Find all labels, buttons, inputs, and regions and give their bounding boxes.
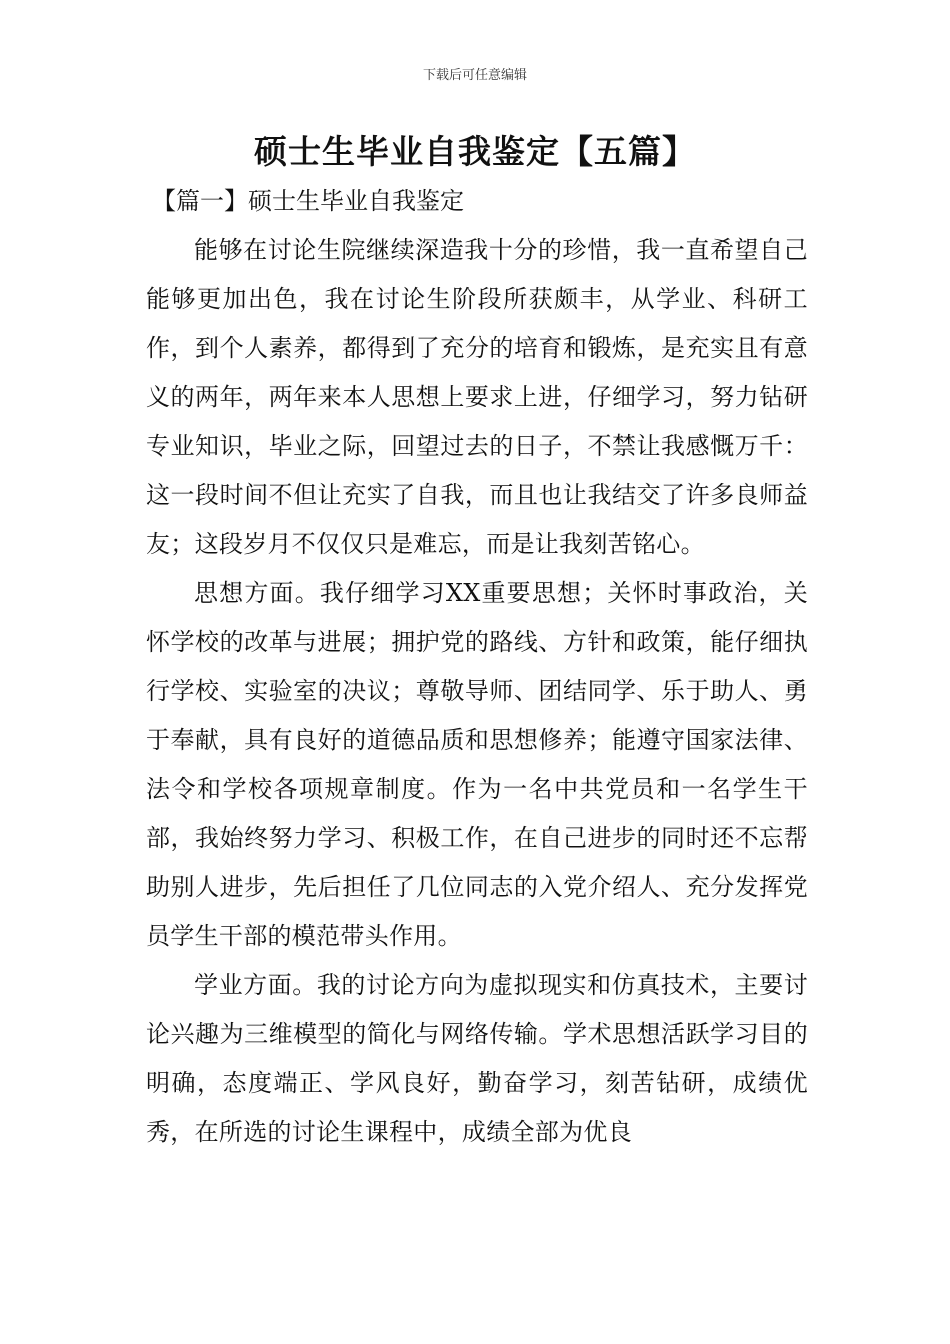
section-heading: 【篇一】硕士生毕业自我鉴定 — [152, 187, 464, 215]
paragraph-study: 学业方面。我的讨论方向为虚拟现实和仿真技术，主要讨论兴趣为三维模型的简化与网络传输。学术思想活跃学习目的明确，态度端正、学风良好，勤奋学习，刻苦钻研，成绩优秀，在所选的讨论生课程中，成绩全部为优良 — [146, 971, 808, 1146]
paragraph-intro: 能够在讨论生院继续深造我十分的珍惜，我一直希望自己能够更加出色，我在讨论生阶段所获颇丰，从学业、科研工作，到个人素养，都得到了充分的培育和锻炼，是充实且有意义的两年，两年来本人思想上要求上进，仔细学习，努力钻研专业知识，毕业之际，回望过去的日子，不禁让我感慨万千：这一段时间不但让充实了自我，而且也让我结交了许多良师益友；这段岁月不仅仅只是难忘，而是让我刻苦铭心。 — [146, 236, 808, 558]
paragraph-thought: 思想方面。我仔细学习XX重要思想；关怀时事政治，关怀学校的改革与进展；拥护党的路线、方针和政策，能仔细执行学校、实验室的决议；尊敬导师、团结同学、乐于助人、勇于奉献，具有良好的道德品质和思想修养；能遵守国家法律、法令和学校各项规章制度。作为一名中共党员和一名学生干部，我始终努力学习、积极工作，在自己进步的同时还不忘帮助别人进步，先后担任了几位同志的入党介绍人、充分发挥党员学生干部的模范带头作用。 — [146, 579, 808, 950]
body-text — [146, 226, 808, 1157]
header-note: 下载后可任意编辑 — [422, 68, 527, 83]
document-title: 硕士生毕业自我鉴定【五篇】 — [254, 132, 696, 171]
